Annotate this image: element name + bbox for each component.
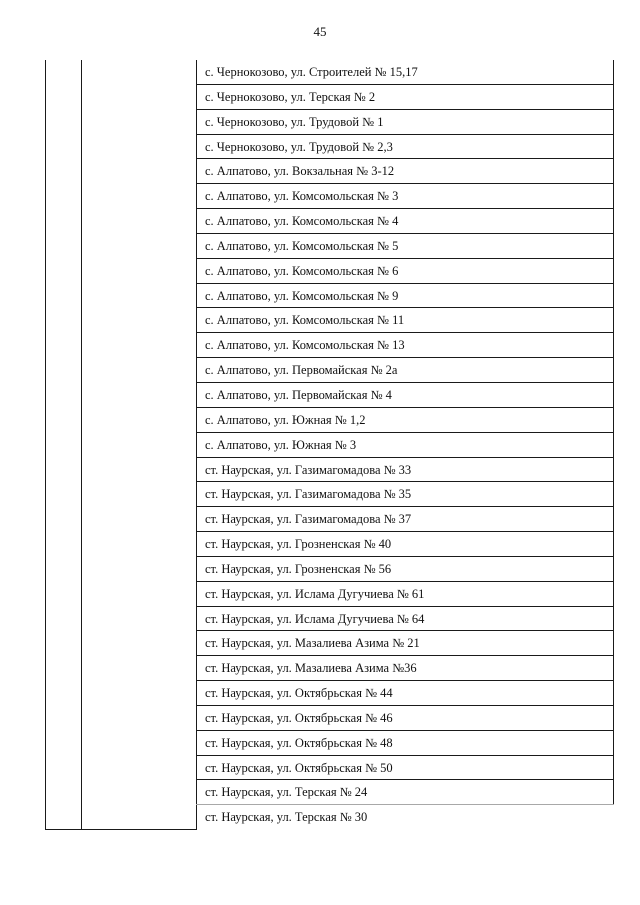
table-row: ст. Наурская, ул. Ислама Дугучиева № 61 [196, 582, 614, 607]
table-row: ст. Наурская, ул. Газимагомадова № 35 [196, 482, 614, 507]
table-row: ст. Наурская, ул. Октябрьская № 50 [196, 756, 614, 781]
table-row: с. Чернокозово, ул. Терская № 2 [196, 85, 614, 110]
table-row: с. Алпатово, ул. Комсомольская № 5 [196, 234, 614, 259]
table-row: ст. Наурская, ул. Терская № 30 [205, 810, 368, 825]
table-column-divider-1 [81, 60, 82, 830]
table-row: ст. Наурская, ул. Октябрьская № 48 [196, 731, 614, 756]
table-row: с. Алпатово, ул. Вокзальная № 3-12 [196, 159, 614, 184]
table-border-left [45, 60, 46, 830]
table-row: ст. Наурская, ул. Ислама Дугучиева № 64 [196, 607, 614, 632]
table-row: с. Алпатово, ул. Южная № 3 [196, 433, 614, 458]
table-row: с. Алпатово, ул. Комсомольская № 4 [196, 209, 614, 234]
table-row: с. Алпатово, ул. Комсомольская № 11 [196, 308, 614, 333]
address-table [45, 60, 614, 830]
table-row: с. Алпатово, ул. Южная № 1,2 [196, 408, 614, 433]
table-row: ст. Наурская, ул. Мазалиева Азима №36 [196, 656, 614, 681]
table-row: ст. Наурская, ул. Газимагомадова № 37 [196, 507, 614, 532]
page-number: 45 [313, 24, 327, 39]
table-row: с. Алпатово, ул. Первомайская № 2а [196, 358, 614, 383]
table-row: с. Алпатово, ул. Комсомольская № 3 [196, 184, 614, 209]
table-row: ст. Наурская, ул. Октябрьская № 44 [196, 681, 614, 706]
table-row: с. Алпатово, ул. Комсомольская № 9 [196, 284, 614, 309]
table-row: с. Алпатово, ул. Комсомольская № 13 [196, 333, 614, 358]
table-row: ст. Наурская, ул. Октябрьская № 46 [196, 706, 614, 731]
table-row: с. Алпатово, ул. Комсомольская № 6 [196, 259, 614, 284]
table-row: ст. Наурская, ул. Грозненская № 40 [196, 532, 614, 557]
table-row: ст. Наурская, ул. Терская № 24 [196, 780, 614, 805]
table-row: с. Чернокозово, ул. Трудовой № 2,3 [196, 135, 614, 160]
table-row: с. Алпатово, ул. Первомайская № 4 [196, 383, 614, 408]
address-list [196, 60, 614, 830]
table-row: с. Чернокозово, ул. Трудовой № 1 [196, 110, 614, 135]
table-row: ст. Наурская, ул. Мазалиева Азима № 21 [196, 631, 614, 656]
table-bottom-border [45, 829, 197, 830]
table-row: ст. Наурская, ул. Газимагомадова № 33 [196, 458, 614, 483]
table-row: ст. Наурская, ул. Грозненская № 56 [196, 557, 614, 582]
table-row: с. Чернокозово, ул. Строителей № 15,17 [196, 60, 614, 85]
